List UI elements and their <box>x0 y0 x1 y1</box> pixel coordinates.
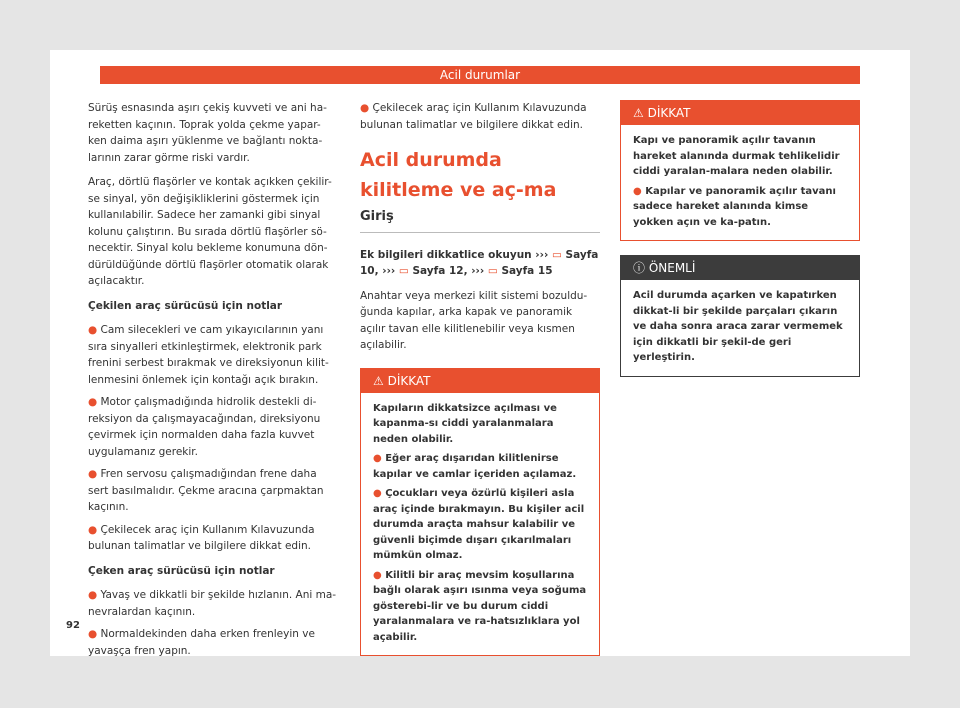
list-item: ● Cam silecekleri ve cam yıkayıcılarının yanı sıra sinyalleri etkinleştirmek, elektronik park frenini serbest bırakmak ve direksiyonun kilit-lenmesini önlemek için kontağı açık bırakın. <box>88 324 329 386</box>
ref-link[interactable]: Sayfa 15 <box>501 265 553 277</box>
column-middle <box>360 100 600 670</box>
warning-icon: ⚠ <box>633 106 648 120</box>
paragraph: Anahtar veya merkezi kilit sistemi bozuldu-ğunda kapılar, arka kapak ve panoramik açılır tavan elle kilitlenebilir veya kısmen açılabilir. <box>360 289 588 351</box>
bullet-icon: ● <box>88 589 101 601</box>
list-item: ● Çekilecek araç için Kullanım Kılavuzunda bulunan talimatlar ve bilgilere dikkat edin. <box>360 102 587 131</box>
section-title: Acil durumda kilitleme ve aç-ma <box>360 149 557 201</box>
notice-box <box>620 255 860 377</box>
warning-box <box>620 100 860 241</box>
warning-text: Kapıların dikkatsizce açılması ve kapanma-sı ciddi yaralanmalara neden olabilir. <box>373 402 557 445</box>
bullet-icon: ● <box>88 628 101 640</box>
ref-link[interactable]: Sayfa 12, ››› <box>412 265 485 277</box>
list-item: ● Normaldekinden daha erken frenleyin ve yavaşça fren yapın. <box>88 628 315 657</box>
paragraph: Sürüş esnasında aşırı çekiş kuvveti ve ani ha-reketten kaçının. Toprak yolda çekme yapar-ken daima aşırı yüklenme ve bağlantı nokta-larının zarar görme riski vardır. <box>88 102 327 164</box>
book-icon: ▭ <box>551 248 562 261</box>
book-icon: ▭ <box>398 265 409 277</box>
warning-icon: ⚠ <box>373 373 388 388</box>
list-item: ● Çocukları veya özürlü kişileri asla araç içinde bırakmayın. Bu kişiler acil durumda araçta mahsur kalabilir ve güvenli biçimde dışarı çıkarılmaları mümkün olmaz. <box>373 488 585 561</box>
subheading: Çekilen araç sürücüsü için notlar <box>88 299 283 312</box>
list-item: ● Çekilecek araç için Kullanım Kılavuzunda bulunan talimatlar ve bilgilere dikkat edin. <box>88 523 315 552</box>
notice-header: ⓘ ÖNEMLİ <box>621 256 859 280</box>
book-icon: ▭ <box>487 265 498 277</box>
list-item: ● Yavaş ve dikkatli bir şekilde hızlanın. Ani ma-nevralardan kaçının. <box>88 589 337 618</box>
ref-link[interactable]: Sayfa 10, ››› <box>360 248 599 277</box>
page-number: 92 <box>66 620 80 631</box>
bullet-icon: ● <box>360 102 373 114</box>
bullet-icon: ● <box>88 324 101 336</box>
column-left <box>88 100 338 665</box>
list-item: ● Kapılar ve panoramik açılır tavanı sadece hareket alanında kimse yokken açın ve ka-patın. <box>633 185 836 228</box>
subtitle: Giriş <box>360 209 600 233</box>
list-item: ● Fren servosu çalışmadığından frene daha sert basılmalıdır. Çekme aracına çarpmaktan kaçının. <box>88 468 324 513</box>
list-item: ● Eğer araç dışarıdan kilitlenirse kapılar ve camlar içeriden açılamaz. <box>373 453 577 480</box>
paragraph: Araç, dörtlü flaşörler ve kontak açıkken çekilir-se sinyal, yön değişikliklerini göstermek için kullanılabilir. Sadece her zamanki gibi sinyal kolunu çalıştırın. Bu sırada dörtlü flaşörler sö-necektir. Sinyal kolu bekleme konumuna dön-dürüldüğünde dörtlü flaşörler otomatik olarak açılacaktır. <box>88 176 332 287</box>
bullet-icon: ● <box>88 523 101 536</box>
warning-header: ⚠ DİKKAT <box>361 369 599 393</box>
warning-text: Kapı ve panoramik açılır tavanın hareket alanında durmak tehlikelidir ciddi yaralan-malara neden olabilir. <box>633 135 840 177</box>
subheading: Çeken araç sürücüsü için notlar <box>88 564 275 577</box>
bullet-icon: ● <box>88 468 101 480</box>
bullet-icon: ● <box>88 396 101 408</box>
reference-links: Ek bilgileri dikkatlice okuyun ››› ▭ Sayfa 10, ››› ▭ Sayfa 12, ››› ▭ Sayfa 15 <box>360 248 599 277</box>
column-right <box>620 100 860 391</box>
notice-text: Acil durumda açarken ve kapatırken dikkat-li bir şekilde parçaları çıkarın ve daha sonra araca zarar vermemek için dikkatli bir şekil-de geri yerleştirin. <box>633 290 843 363</box>
warning-box <box>360 368 600 657</box>
list-item: ● Motor çalışmadığında hidrolik destekli di-reksiyon da çalışmayacağından, direksiyonu çevirmek için normalden daha fazla kuvvet uygulamanız gerekir. <box>88 396 321 458</box>
page-header: Acil durumlar <box>100 66 860 84</box>
warning-header: ⚠ DİKKAT <box>621 101 859 125</box>
list-item: ● Kilitli bir araç mevsim koşullarına bağlı olarak aşırı ısınma veya soğuma gösterebi-lir ve bu durum ciddi yaralanmalara ve ra-hatsızlıklara yol açabilir. <box>373 569 587 643</box>
info-icon: ⓘ <box>633 261 649 275</box>
